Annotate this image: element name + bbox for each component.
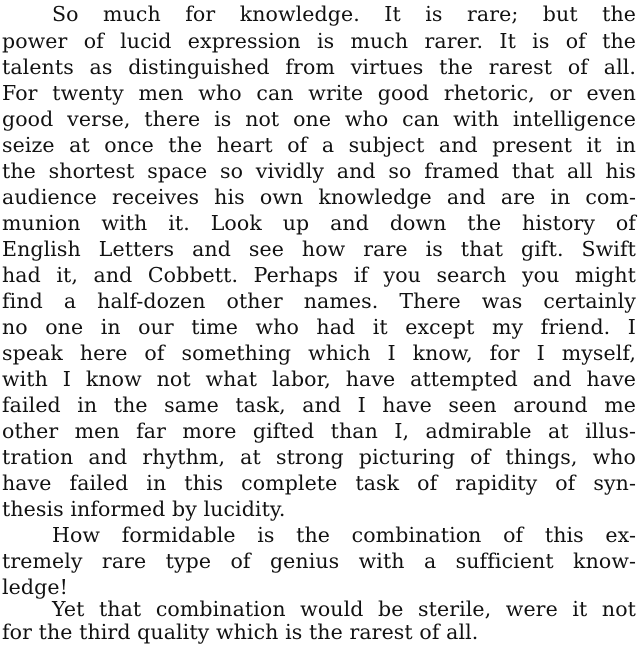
text-line: thesis informed by lucidity. xyxy=(2,497,286,521)
text-line: had it, and Cobbett. Perhaps if you search you might xyxy=(2,263,636,287)
text-line: power of lucid expression is much rarer. It is of the xyxy=(2,29,636,53)
text-line: seize at once the heart of a subject and present it in xyxy=(2,133,636,157)
text-line: speak here of something which I know, for I myself, xyxy=(2,341,636,365)
text-line: Yet that combination would be sterile, were it not xyxy=(52,597,636,621)
text-line: find a half-dozen other names. There was certainly xyxy=(2,289,636,313)
text-line: ledge! xyxy=(2,575,68,599)
text-line: How formidable is the combination of this ex- xyxy=(52,523,636,547)
text-line: talents as distinguished from virtues the rarest of all. xyxy=(2,55,636,79)
text-line: with I know not what labor, have attempted and have xyxy=(2,367,636,391)
text-line: for the third quality which is the rarest of all. xyxy=(2,620,479,644)
text-line: tremely rare type of genius with a sufficient know- xyxy=(2,549,636,573)
text-line: have failed in this complete task of rapidity of syn- xyxy=(2,471,636,495)
text-line: munion with it. Look up and down the history of xyxy=(2,211,636,235)
text-line: audience receives his own knowledge and are in com- xyxy=(2,185,636,209)
text-line: For twenty men who can write good rhetoric, or even xyxy=(2,81,636,105)
text-line: English Letters and see how rare is that gift. Swift xyxy=(2,237,636,261)
text-line: other men far more gifted than I, admirable at illus- xyxy=(2,419,636,443)
text-line: tration and rhythm, at strong picturing of things, who xyxy=(2,445,636,469)
text-line: failed in the same task, and I have seen around me xyxy=(2,393,636,417)
text-line: the shortest space so vividly and so framed that all his xyxy=(2,159,636,183)
text-line: So much for knowledge. It is rare; but the xyxy=(52,2,636,26)
text-line: good verse, there is not one who can with intelligence xyxy=(2,107,636,131)
text-line: no one in our time who had it except my friend. I xyxy=(2,315,636,339)
